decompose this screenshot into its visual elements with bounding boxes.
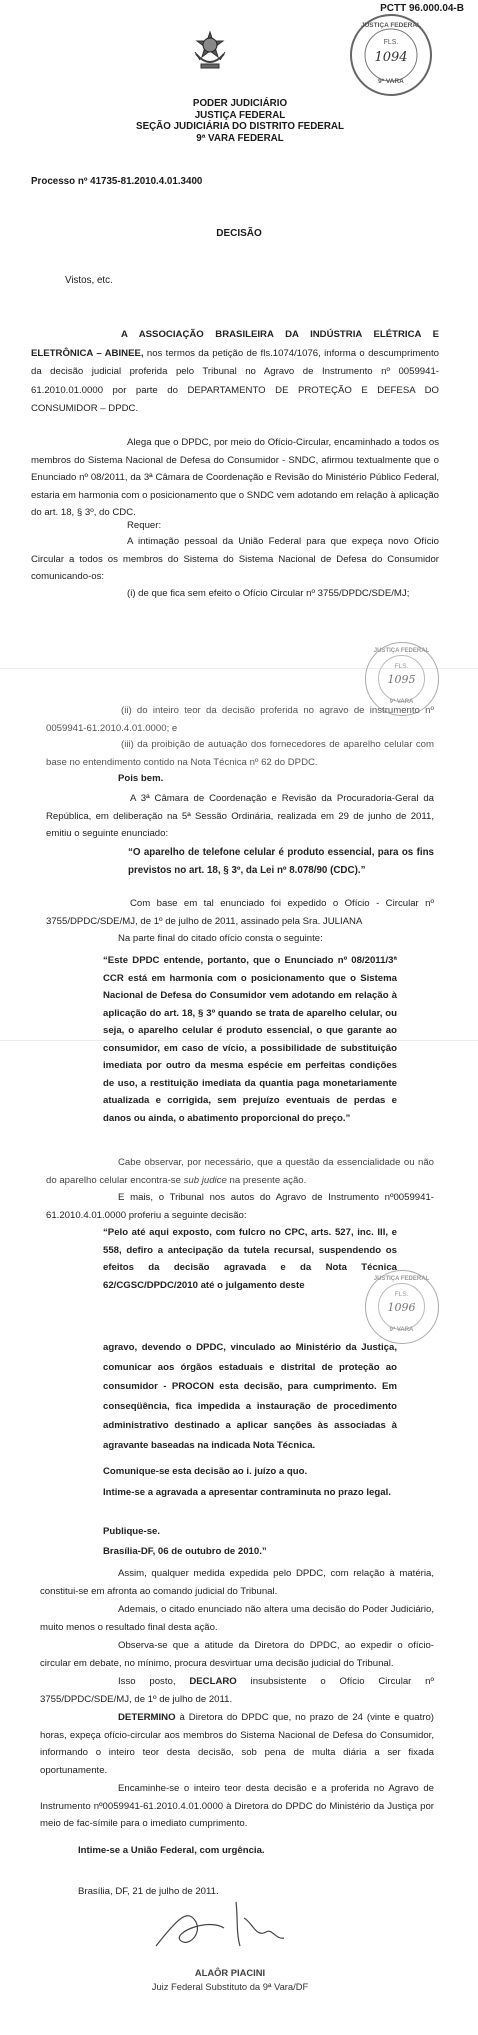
paragraph: Com base em tal enunciado foi expedido o Ofício - Circular nº 3755/DPDC/SDE/MJ, de 1º de julho de 2011, assinado pela Sra. JULIANA — [46, 898, 434, 927]
quotation: Brasília-DF, 06 de outubro de 2010.” — [103, 1546, 267, 1557]
stamp-label: FLS. — [383, 39, 399, 46]
paragraph: A intimação pessoal da União Federal para que expeça novo Ofício Circular a todos os membros do Sistema do Sistema Nacional de Defesa do Consumidor comunicando-os: — [31, 536, 439, 582]
stamp-top-text: JUSTIÇA FEDERAL — [360, 22, 422, 29]
coat-of-arms-icon — [192, 30, 228, 72]
paragraph: Na parte final do citado ofício consta o seguinte: — [118, 933, 323, 944]
paragraph: Encaminhe-se o inteiro teor desta decisão e a proferida no Agravo de Instrumento nº0059941-61.2010.4.01.0000 à Diretora do DPDC do Ministério da Justiça por meio de fac-símile para o imediato cumprimento. — [40, 1783, 434, 1829]
paragraph: Assim, qualquer medida expedida pelo DPDC, com relação à matéria, constitui-se em afronta ao comando judicial do Tribunal. — [40, 1568, 434, 1597]
paragraph: Isso posto, DECLARO insubsistente o Ofício Circular nº 3755/DPDC/SDE/MJ, de 1º de julho de 2011. — [40, 1676, 435, 1705]
list-item: (i) de que fica sem efeito o Ofício Circular nº 3755/DPDC/SDE/MJ; — [127, 588, 410, 599]
decision-date: Brasília, DF, 21 de julho de 2011. — [78, 1886, 219, 1897]
stamp-number: 1096 — [387, 1301, 416, 1314]
signature — [148, 1888, 308, 1958]
opening-line: Vistos, etc. — [65, 275, 113, 286]
process-number: Processo nº 41735-81.2010.4.01.3400 — [31, 176, 203, 187]
quotation: Intime-se a agravada a apresentar contraminuta no prazo legal. — [103, 1487, 391, 1498]
paragraph: A 3ª Câmara de Coordenação e Revisão da Procuradoria-Geral da República, em deliberação na 5ª Sessão Ordinária, realizada em 29 de junho de 2011, emitiu o seguinte enunciado: — [46, 793, 434, 839]
stamp-bottom-text: 9ª VARA — [378, 78, 404, 85]
quotation: Comunique-se esta decisão ao i. juízo a quo. — [103, 1466, 308, 1477]
document-code: PCTT 96.000.04-B — [380, 3, 464, 14]
pois-bem: Pois bem. — [118, 773, 164, 784]
quotation: “O aparelho de telefone celular é produto essencial, para os fins previstos no art. 18, § 3º, da Lei nº 8.078/90 (CDC).” — [128, 847, 434, 876]
court-stamp — [365, 1270, 439, 1344]
requer-label: Requer: — [127, 520, 162, 531]
stamp-label: FLS. — [394, 663, 409, 670]
signer-role: Juiz Federal Substituto da 9ª Vara/DF — [151, 1981, 309, 1992]
quotation: Publique-se. — [103, 1526, 161, 1537]
list-item: (iii) da proibição de autuação dos fornecedores de aparelho celular com base no entendimento contido na Nota Técnica nº 62 do DPDC. — [46, 739, 434, 768]
paragraph: Observa-se que a atitude da Diretora do DPDC, ao expedir o ofício-circular em debate, no mínimo, procura desvirtuar uma decisão judicial do Tribunal. — [40, 1640, 434, 1669]
court-stamp — [350, 14, 432, 96]
stamp-number: 1095 — [387, 673, 416, 686]
court-line: PODER JUDICIÁRIO — [192, 98, 288, 109]
closing-order: Intime-se a União Federal, com urgência. — [78, 1845, 265, 1856]
paragraph: A ASSOCIAÇÃO BRASILEIRA DA INDÚSTRIA ELÉTRICA E ELETRÔNICA – ABINEE, nos termos da petição de fls.1074/1076, informa o descumprimento da decisão judicial proferida pelo Tribunal no Agravo de Instrumento nº 0059941-61.2010.01.0000 por parte do DEPARTAMENTO DE PROTEÇÃO E DEFESA DO CONSUMIDOR – DPDC. — [31, 329, 440, 414]
stamp-label: FLS. — [394, 1291, 409, 1298]
court-line: SEÇÃO JUDICIÁRIA DO DISTRITO FEDERAL — [136, 121, 344, 132]
paragraph: Alega que o DPDC, por meio do Ofício-Circular, encaminhado a todos os membros do Sistema Nacional de Defesa do Consumidor - SNDC, afirmou textualmente que o Enunciado nº 08/2011, da 3ª Câmara de Coordenação e Revisão do Ministério Público Federal, estaria em harmonia com o posicionamento que o SNDC vem adotando em relação à aplicação do art. 18, § 3º, do CDC. — [31, 437, 439, 518]
quotation: “Pelo até aqui exposto, com fulcro no CPC, arts. 527, inc. III, e 558, defiro a antecipação da tutela recursal, suspendendo os efeitos da decisão agravada e da Nota Técnica 62/CGSC/DPDC/2010 até o julgamento deste — [103, 1227, 397, 1291]
stamp-bottom-text: 9ª VARA — [389, 699, 414, 705]
stamp-top-text: JUSTIÇA FEDERAL — [373, 1276, 430, 1282]
court-header — [80, 98, 400, 144]
quotation: agravo, devendo o DPDC, vinculado ao Ministério da Justiça, comunicar aos órgãos estaduais e distrital de proteção ao consumidor - PROCON esta decisão, para cumprimento. Em conseqüência, fica impedida a instauração de procedimento administrativo destinado a aplicar sanções às associadas à agravante baseadas na indicada Nota Técnica. — [103, 1342, 397, 1451]
quotation: “Este DPDC entende, portanto, que o Enunciado nº 08/2011/3ª CCR está em harmonia com o posicionamento que o Sistema Nacional de Defesa do Consumidor vem adotando em relação à aplicação do art. 18, § 3º quando se trata de aparelho celular, ou seja, o aparelho celular é produto essencial, o que garante ao consumidor, em caso de vício, a possibilidade de substituição imediata por outro da mesma espécie em perfeitas condições de uso, a restituição imediata da quantia paga monetariamente atualizada e corrigida, sem prejuízo eventuais de perdas e danos ou ainda, o abatimento proporcional do preço.” — [103, 955, 397, 1124]
stamp-bottom-text: 9ª VARA — [389, 1327, 414, 1333]
court-line: 9ª VARA FEDERAL — [196, 132, 284, 144]
signer-name: ALAÔR PIACINI — [194, 1967, 266, 1978]
stamp-top-text: JUSTIÇA FEDERAL — [373, 648, 430, 654]
paragraph: DETERMINO à Diretora do DPDC que, no prazo de 24 (vinte e quatro) horas, expeça ofício-circular aos membros do Sistema Nacional de Defesa do Consumidor, informando o inteiro teor desta decisão, sob pena de multa diária a ser fixada oportunamente. — [40, 1712, 434, 1776]
party-name: A ASSOCIAÇÃO BRASILEIRA DA INDÚSTRIA ELÉTRICA E ELETRÔNICA – ABINEE, — [31, 329, 439, 359]
stamp-number: 1094 — [374, 50, 408, 65]
court-line: JUSTIÇA FEDERAL — [194, 109, 286, 121]
paragraph: E mais, o Tribunal nos autos do Agravo de Instrumento nº0059941-61.2010.4.01.0000 proferiu a seguinte decisão: — [46, 1192, 434, 1221]
paragraph: Cabe observar, por necessário, que a questão da essencialidade ou não do aparelho celular encontra-se sub judice na presente ação. — [46, 1157, 434, 1186]
paragraph: Ademais, o citado enunciado não altera uma decisão do Poder Judiciário, muito menos o resultado final desta ação. — [40, 1604, 434, 1633]
list-item: (ii) do inteiro teor da decisão proferida no agravo de instrumento nº 0059941-61.2010.4.01.0000; e — [46, 705, 434, 734]
document-title: DECISÃO — [216, 228, 262, 239]
